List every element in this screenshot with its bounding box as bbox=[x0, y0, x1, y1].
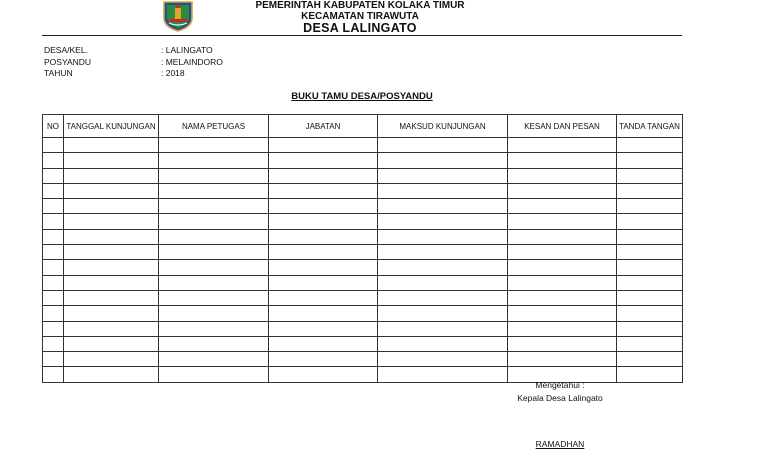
table-row bbox=[43, 245, 683, 260]
table-cell bbox=[508, 290, 617, 305]
table-row bbox=[43, 260, 683, 275]
table-cell bbox=[508, 275, 617, 290]
table-cell bbox=[617, 183, 683, 198]
table-cell bbox=[269, 183, 378, 198]
table-cell bbox=[269, 199, 378, 214]
table-cell bbox=[64, 352, 159, 367]
table-cell bbox=[269, 336, 378, 351]
table-cell bbox=[43, 214, 64, 229]
table-cell bbox=[378, 214, 508, 229]
table-cell bbox=[508, 153, 617, 168]
table-cell bbox=[159, 168, 269, 183]
table-cell bbox=[64, 214, 159, 229]
table-cell bbox=[64, 245, 159, 260]
table-cell bbox=[378, 183, 508, 198]
table-cell bbox=[43, 260, 64, 275]
column-header-position: JABATAN bbox=[269, 115, 378, 138]
table-cell bbox=[159, 199, 269, 214]
table-cell bbox=[64, 367, 159, 382]
table-cell bbox=[64, 229, 159, 244]
table-cell bbox=[378, 229, 508, 244]
village-header-title: DESA LALINGATO bbox=[303, 21, 417, 35]
table-cell bbox=[508, 214, 617, 229]
table-cell bbox=[43, 275, 64, 290]
table-row bbox=[43, 352, 683, 367]
table-cell bbox=[159, 229, 269, 244]
table-cell bbox=[269, 229, 378, 244]
table-row bbox=[43, 199, 683, 214]
table-cell bbox=[159, 245, 269, 260]
table-cell bbox=[269, 168, 378, 183]
table-cell bbox=[508, 260, 617, 275]
table-cell bbox=[617, 321, 683, 336]
table-cell bbox=[269, 275, 378, 290]
table-cell bbox=[508, 336, 617, 351]
table-cell bbox=[64, 336, 159, 351]
table-cell bbox=[64, 183, 159, 198]
table-row bbox=[43, 275, 683, 290]
table-cell bbox=[43, 336, 64, 351]
table-cell bbox=[617, 352, 683, 367]
table-cell bbox=[378, 336, 508, 351]
table-cell bbox=[159, 321, 269, 336]
table-cell bbox=[64, 260, 159, 275]
table-cell bbox=[269, 290, 378, 305]
table-row bbox=[43, 321, 683, 336]
table-cell bbox=[64, 199, 159, 214]
table-cell bbox=[159, 260, 269, 275]
table-cell bbox=[508, 168, 617, 183]
table-cell bbox=[378, 275, 508, 290]
table-cell bbox=[378, 306, 508, 321]
table-cell bbox=[378, 290, 508, 305]
table-cell bbox=[617, 214, 683, 229]
table-cell bbox=[43, 138, 64, 153]
column-header-impressions: KESAN DAN PESAN bbox=[508, 115, 617, 138]
table-cell bbox=[159, 290, 269, 305]
table-row bbox=[43, 336, 683, 351]
table-row bbox=[43, 229, 683, 244]
table-cell bbox=[64, 138, 159, 153]
guest-book-table bbox=[42, 114, 683, 383]
table-cell bbox=[269, 306, 378, 321]
table-cell bbox=[269, 214, 378, 229]
column-header-no: NO bbox=[43, 115, 64, 138]
table-cell bbox=[64, 306, 159, 321]
table-cell bbox=[508, 306, 617, 321]
table-cell bbox=[508, 199, 617, 214]
table-cell bbox=[508, 321, 617, 336]
header-divider bbox=[42, 35, 682, 36]
table-cell bbox=[378, 367, 508, 382]
column-header-visit-date: TANGGAL KUNJUNGAN bbox=[64, 115, 159, 138]
acknowledged-label: Mengetahui : bbox=[535, 380, 585, 390]
table-cell bbox=[269, 138, 378, 153]
table-cell bbox=[64, 321, 159, 336]
table-cell bbox=[378, 199, 508, 214]
table-cell bbox=[617, 199, 683, 214]
table-cell bbox=[617, 306, 683, 321]
table-cell bbox=[378, 260, 508, 275]
info-label-village: DESA/KEL. bbox=[44, 45, 88, 55]
table-header-row bbox=[43, 115, 683, 138]
table-cell bbox=[508, 229, 617, 244]
table-cell bbox=[269, 352, 378, 367]
table-row bbox=[43, 138, 683, 153]
info-value-posyandu: : MELAINDORO bbox=[161, 57, 223, 67]
table-row bbox=[43, 290, 683, 305]
column-header-signature: TANDA TANGAN bbox=[617, 115, 683, 138]
table-row bbox=[43, 214, 683, 229]
info-value-year: : 2018 bbox=[161, 68, 185, 78]
table-cell bbox=[64, 153, 159, 168]
table-cell bbox=[43, 199, 64, 214]
table-cell bbox=[378, 168, 508, 183]
table-cell bbox=[617, 290, 683, 305]
table-cell bbox=[378, 138, 508, 153]
table-row bbox=[43, 306, 683, 321]
table-cell bbox=[64, 275, 159, 290]
table-cell bbox=[617, 336, 683, 351]
table-cell bbox=[159, 352, 269, 367]
info-label-posyandu: POSYANDU bbox=[44, 57, 92, 67]
table-cell bbox=[159, 138, 269, 153]
table-cell bbox=[269, 260, 378, 275]
table-cell bbox=[617, 275, 683, 290]
table-cell bbox=[508, 183, 617, 198]
table-cell bbox=[378, 153, 508, 168]
table-cell bbox=[378, 321, 508, 336]
table-cell bbox=[508, 352, 617, 367]
table-cell bbox=[64, 290, 159, 305]
table-cell bbox=[617, 229, 683, 244]
table-cell bbox=[43, 229, 64, 244]
table-cell bbox=[43, 245, 64, 260]
table-row bbox=[43, 153, 683, 168]
table-cell bbox=[617, 153, 683, 168]
table-cell bbox=[269, 367, 378, 382]
table-cell bbox=[43, 290, 64, 305]
table-cell bbox=[43, 352, 64, 367]
table-cell bbox=[269, 153, 378, 168]
table-cell bbox=[43, 306, 64, 321]
table-cell bbox=[617, 168, 683, 183]
table-row bbox=[43, 183, 683, 198]
table-cell bbox=[269, 321, 378, 336]
table-cell bbox=[378, 352, 508, 367]
guest-book-title: BUKU TAMU DESA/POSYANDU bbox=[291, 91, 433, 102]
info-value-village: : LALINGATO bbox=[161, 45, 213, 55]
table-cell bbox=[617, 260, 683, 275]
government-header-line: PEMERINTAH KABUPATEN KOLAKA TIMUR bbox=[255, 0, 465, 11]
table-cell bbox=[508, 245, 617, 260]
table-cell bbox=[43, 153, 64, 168]
district-header-line: KECAMATAN TIRAWUTA bbox=[301, 11, 419, 22]
table-cell bbox=[159, 153, 269, 168]
table-cell bbox=[43, 367, 64, 382]
table-cell bbox=[159, 336, 269, 351]
table-row bbox=[43, 168, 683, 183]
table-cell bbox=[43, 168, 64, 183]
table-cell bbox=[159, 306, 269, 321]
column-header-officer-name: NAMA PETUGAS bbox=[159, 115, 269, 138]
table-cell bbox=[43, 321, 64, 336]
column-header-visit-purpose: MAKSUD KUNJUNGAN bbox=[378, 115, 508, 138]
regency-emblem-logo bbox=[158, 0, 198, 32]
table-cell bbox=[508, 138, 617, 153]
table-cell bbox=[378, 245, 508, 260]
signatory-position: Kepala Desa Lalingato bbox=[517, 393, 603, 403]
signatory-name: RAMADHAN bbox=[535, 439, 585, 449]
info-label-year: TAHUN bbox=[44, 68, 73, 78]
table-cell bbox=[269, 245, 378, 260]
table-cell bbox=[159, 367, 269, 382]
table-cell bbox=[159, 183, 269, 198]
table-cell bbox=[159, 275, 269, 290]
table-cell bbox=[64, 168, 159, 183]
table-cell bbox=[43, 183, 64, 198]
table-cell bbox=[617, 138, 683, 153]
table-cell bbox=[159, 214, 269, 229]
table-cell bbox=[617, 245, 683, 260]
